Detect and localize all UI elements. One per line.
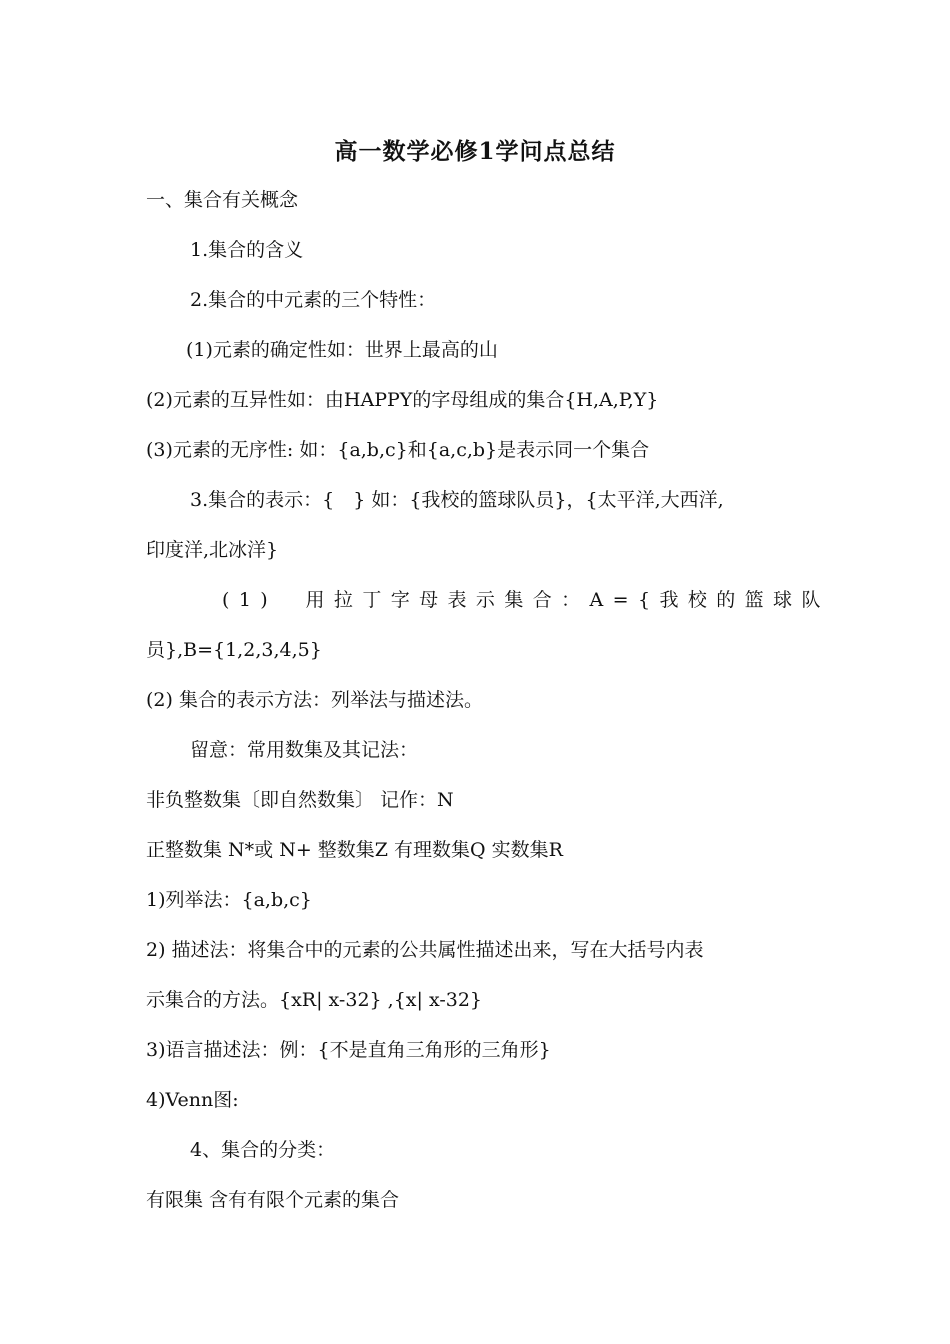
text-line: 2) 描述法：将集合中的元素的公共属性描述出来，写在大括号内表 [146,939,704,961]
text-line: 1.集合的含义 [190,239,304,261]
text-line: 3.集合的表示：{ } 如：{我校的篮球队员}，{太平洋,大西洋, [190,489,724,511]
text-line: (2)元素的互异性如：由HAPPY的字母组成的集合{H,A,P,Y} [146,389,659,411]
text-line: 4)Venn图: [146,1089,239,1111]
text-line: 示集合的方法。{xR| x-32} ,{x| x-32} [146,989,483,1011]
text-line: 1)列举法：{a,b,c} [146,889,312,911]
text-line: 员},B={1,2,3,4,5} [146,639,322,661]
text-line: 4、集合的分类： [190,1139,336,1161]
text-line: 印度洋,北冰洋} [146,539,279,561]
text-line: (1)元素的确定性如：世界上最高的山 [186,339,498,361]
document-title: 高一数学必修1学问点总结 [334,138,616,165]
text-line: 留意：常用数集及其记法： [190,739,419,761]
text-line: 有限集 含有有限个元素的集合 [146,1189,400,1211]
text-line: (3)元素的无序性: 如：{a,b,c}和{a,c,b}是表示同一个集合 [146,439,650,461]
text-line: 3)语言描述法：例：{不是直角三角形的三角形} [146,1039,551,1061]
text-line: 2.集合的中元素的三个特性： [190,289,437,311]
section-heading: 一、集合有关概念 [146,189,299,211]
text-line: 正整数集 N*或 N+ 整数集Z 有理数集Q 实数集R [146,839,563,861]
text-line: (2) 集合的表示方法：列举法与描述法。 [146,689,483,711]
text-line-justified: (1) 用拉丁字母表示集合：A={我校的篮球队 [222,589,830,611]
text-line: 非负整数集〔即自然数集〕 记作：N [146,789,454,811]
